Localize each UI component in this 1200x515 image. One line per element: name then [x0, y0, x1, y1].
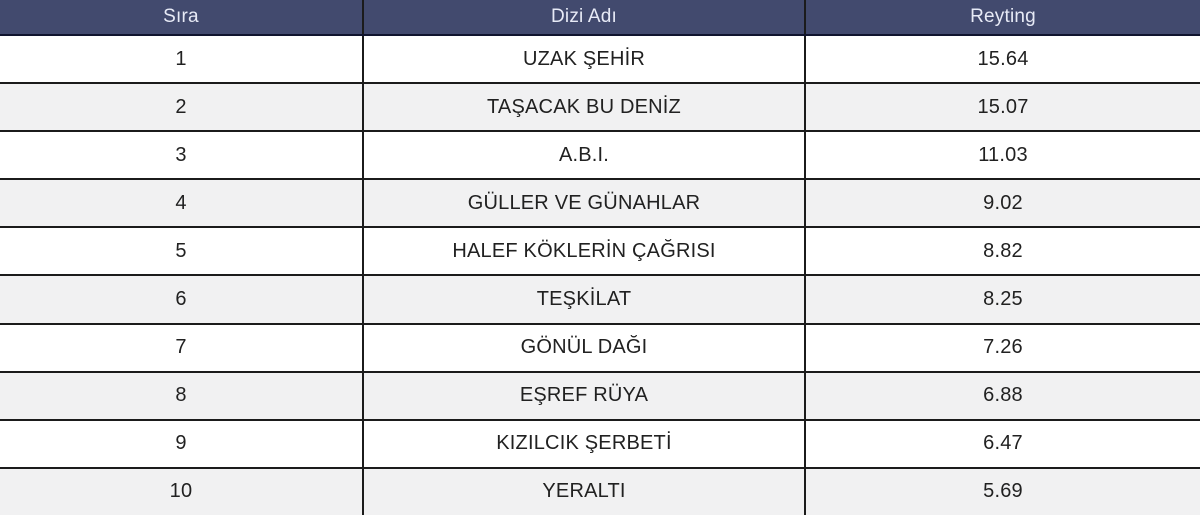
table-row [0, 325, 1200, 373]
rank-cell: 7 [0, 325, 364, 371]
rank-cell: 8 [0, 373, 364, 419]
table-row [0, 84, 1200, 132]
rating-cell: 15.07 [977, 95, 1029, 118]
rating-cell: 11.03 [978, 143, 1028, 166]
table-row [0, 421, 1200, 469]
rank-cell: 3 [0, 132, 364, 178]
series-name-cell: GÜLLER VE GÜNAHLAR [364, 180, 806, 226]
rating-cell: 15.64 [977, 47, 1029, 70]
rank-cell: 6 [0, 276, 364, 322]
table-row [0, 132, 1200, 180]
rank-cell: 5 [0, 228, 364, 274]
rating-cell: 5.69 [983, 480, 1023, 503]
table-row [0, 228, 1200, 276]
series-name-cell: TEŞKİLAT [364, 276, 806, 322]
series-name-cell: GÖNÜL DAĞI [364, 325, 806, 371]
table-row [0, 36, 1200, 84]
series-name-cell: A.B.I. [364, 132, 806, 178]
series-name-cell: UZAK ŞEHİR [364, 36, 806, 82]
rating-cell: 8.82 [983, 239, 1023, 262]
series-name-cell: YERALTI [364, 469, 806, 515]
rank-cell: 2 [0, 84, 364, 130]
rank-cell: 1 [0, 36, 364, 82]
rating-cell: 7.26 [983, 336, 1023, 359]
rating-cell: 6.47 [983, 432, 1023, 455]
header-rating: Reyting [970, 6, 1036, 27]
rating-cell: 9.02 [983, 191, 1023, 214]
table-header-row [0, 0, 1200, 36]
series-name-cell: TAŞACAK BU DENİZ [364, 84, 806, 130]
table-row [0, 469, 1200, 515]
table-row [0, 276, 1200, 324]
series-name-cell: KIZILCIK ŞERBETİ [364, 421, 806, 467]
rating-cell: 6.88 [983, 384, 1023, 407]
rank-cell: 4 [0, 180, 364, 226]
series-name-cell: EŞREF RÜYA [364, 373, 806, 419]
rating-cell: 8.25 [983, 288, 1023, 311]
header-rank: Sıra [0, 0, 364, 34]
series-name-cell: HALEF KÖKLERİN ÇAĞRISI [364, 228, 806, 274]
rank-cell: 9 [0, 421, 364, 467]
header-series-name: Dizi Adı [364, 0, 806, 34]
table-row [0, 180, 1200, 228]
table-row [0, 373, 1200, 421]
rank-cell: 10 [0, 469, 364, 515]
